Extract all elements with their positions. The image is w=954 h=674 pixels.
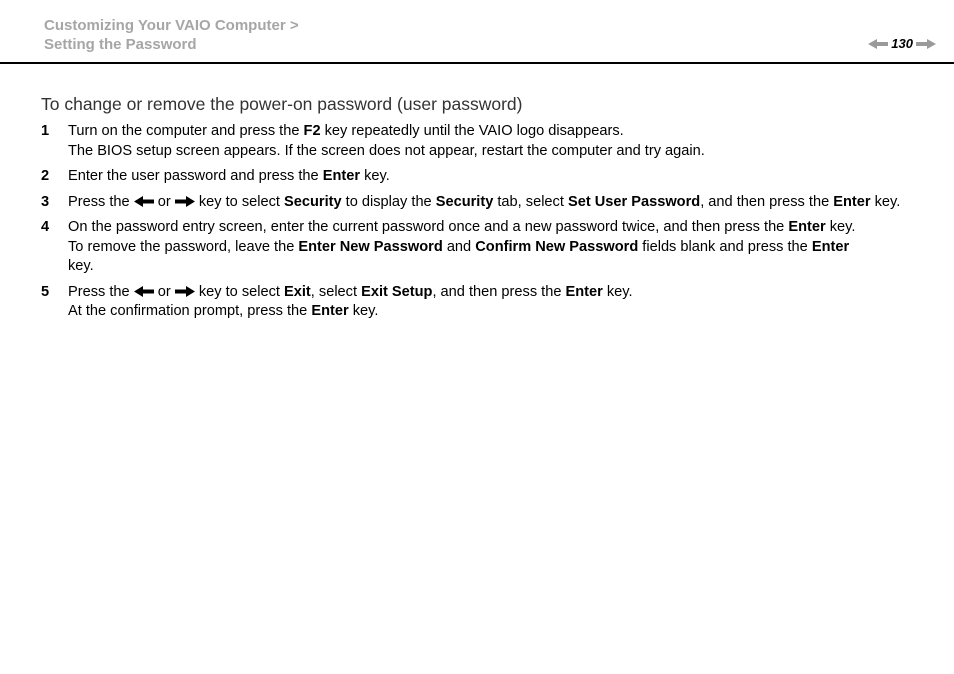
text-run: to display the — [341, 193, 436, 210]
option-name: Set User Password — [567, 193, 701, 210]
text-run: Turn on the computer and press the — [68, 123, 304, 139]
left-arrow-key-icon — [134, 286, 154, 297]
text-run: Press the — [68, 283, 134, 300]
step-text — [68, 283, 931, 322]
text-run: , and then press the — [700, 193, 834, 210]
breadcrumb — [44, 16, 299, 54]
key-name: Enter — [322, 168, 361, 184]
right-arrow-key-icon — [175, 286, 195, 297]
text-run: key. — [825, 219, 856, 235]
text-run: or — [153, 283, 175, 300]
text-run: , select — [310, 283, 362, 300]
text-run: and — [442, 238, 476, 255]
step-number: 5 — [41, 283, 50, 300]
text-run: key. — [360, 168, 390, 184]
text-run: or — [153, 193, 175, 210]
menu-name: Exit — [284, 283, 311, 300]
right-arrow-icon[interactable] — [916, 39, 936, 49]
page-navigator — [868, 36, 936, 52]
step-number: 1 — [41, 123, 50, 139]
header-divider — [0, 62, 954, 64]
steps-list — [41, 122, 931, 328]
key-name: F2 — [303, 123, 321, 139]
key-name: Enter — [811, 238, 850, 255]
list-item — [41, 218, 931, 277]
text-run: key. — [602, 283, 633, 300]
section-title: To change or remove the power-on password (user password) — [41, 94, 523, 114]
step-text — [68, 122, 931, 161]
right-arrow-key-icon — [175, 196, 195, 207]
step-number: 2 — [41, 168, 50, 184]
field-name: Enter New Password — [298, 238, 443, 255]
step-text — [68, 193, 931, 213]
key-name: Enter — [788, 219, 826, 235]
list-item — [41, 193, 931, 213]
text-run: , and then press the — [432, 283, 566, 300]
step-text — [68, 167, 931, 187]
key-name: Enter — [833, 193, 871, 210]
key-name: Enter — [565, 283, 603, 300]
breadcrumb-section[interactable]: Setting the Password — [44, 36, 197, 53]
left-arrow-icon[interactable] — [868, 39, 888, 49]
list-item — [41, 167, 931, 187]
step-number: 3 — [41, 193, 50, 210]
text-run: key to select — [194, 193, 285, 210]
page-number: 130 — [891, 36, 913, 51]
text-run: Press the — [68, 193, 134, 210]
page-header — [0, 0, 954, 64]
text-run: key. — [348, 303, 379, 319]
text-run: On the password entry screen, enter the current password once and a new password twice, and then press the — [68, 219, 789, 235]
left-arrow-key-icon — [134, 196, 154, 207]
text-run: fields blank and press the — [638, 238, 812, 255]
key-name: Enter — [311, 303, 349, 319]
text-run: To remove the password, leave the — [68, 238, 299, 255]
option-name: Exit Setup — [361, 283, 433, 300]
text-run: tab, select — [493, 193, 568, 210]
text-run: key repeatedly until the VAIO logo disappears. — [320, 123, 624, 139]
text-run: key to select — [194, 283, 285, 300]
breadcrumb-chapter[interactable]: Customizing Your VAIO Computer > — [44, 17, 299, 34]
text-run: At the confirmation prompt, press the — [68, 303, 312, 319]
menu-name: Security — [284, 193, 342, 210]
list-item — [41, 283, 931, 322]
step-text — [68, 218, 931, 277]
text-run: Enter the user password and press the — [68, 168, 323, 184]
list-item — [41, 122, 931, 161]
field-name: Confirm New Password — [475, 238, 639, 255]
text-run: key. — [68, 258, 94, 274]
tab-name: Security — [435, 193, 494, 210]
step-number: 4 — [41, 219, 50, 235]
text-run: key. — [870, 193, 901, 210]
text-run: The BIOS setup screen appears. If the screen does not appear, restart the computer and try again. — [68, 142, 705, 159]
